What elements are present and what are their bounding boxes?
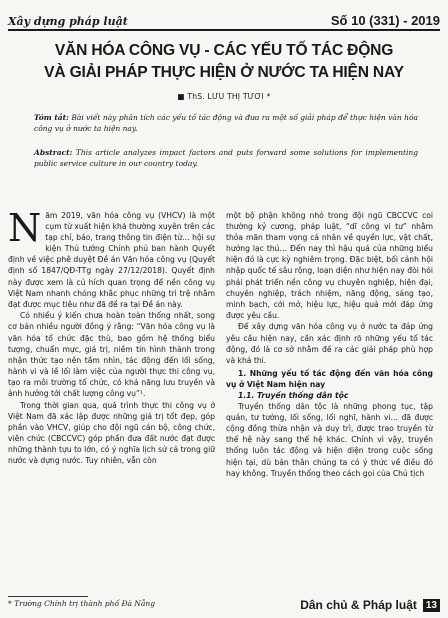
running-footer xyxy=(300,598,440,612)
abstract-en-text: This article analyzes impact factors and puts forward some solutions for implementing public service culture in our country today. xyxy=(34,148,418,168)
paragraph: Có nhiều ý kiến chưa hoàn toàn thống nhất, song cơ bản nhiều người đồng ý rằng: “Văn hóa công vụ là văn hóa tổ chức đặc thù, bao gồm hệ thống biểu tượng, chuẩn mực, giá trị, niềm tin hình thành trong nhận thức tạo nên tầm nhìn, tác động đến lối sống, hành vi và lề lối làm việc của người thực thi công vụ, tạo ra môi trường tổ chức, có khả năng lưu truyền và ảnh hưởng tới chất lượng công vụ”¹. xyxy=(8,311,215,398)
issue-number: Số 10 (331) - 2019 xyxy=(330,13,440,28)
page-number: 13 xyxy=(423,599,440,612)
footnote: * Trường Chính trị thành phố Đà Nẵng xyxy=(8,599,156,608)
author-byline: ■ ThS. LƯU THỊ TƯƠI * xyxy=(177,92,271,101)
drop-cap: N xyxy=(8,206,42,250)
paragraph: Năm 2019, văn hóa công vụ (VHCV) là một cụm từ xuất hiện khá thường xuyên trên các tạp chí, báo, trang thông tin điện tử… hội sự kiện Thủ tướng Chính phủ ban hành Quyết định về việc phê duyệt Đề án Văn hóa công vụ (Quyết định số 1847/QĐ-TTg ngày 27/12/2018). Quyết định này được xem là cú hích quan trọng để nền công vụ Việt Nam nhanh chóng khắc phục những trì trệ nhằm đạt được mục tiêu như đã đề ra tại Đề án này. xyxy=(8,206,215,309)
section-heading: 1. Những yếu tố tác động đến văn hóa công vụ ở Việt Nam hiện nay xyxy=(226,368,433,389)
abstract-vietnamese xyxy=(34,112,418,134)
paragraph: Trong thời gian qua, quá trình thực thi công vụ ở Việt Nam đã xác lập được những giá trị tốt đẹp, góp phần vào VHCV, giúp cho đội ngũ cán bộ, công chức, viên chức (CBCCVC) góp phần đưa đất nước đạt được những thành tựu to lớn, có ý nghĩa lịch sử cả trong giữ nước và dựng nước. Tuy nhiên, vẫn còn xyxy=(8,400,215,466)
paragraph: một bộ phận không nhỏ trong đội ngũ CBCCVC coi thường kỷ cương, pháp luật, “dĩ công vi tư” nhằm thỏa mãn tham vọng cá nhân về quyền lực, vật chất, hưởng lạc thú… Đến nay thì hậu quả của những biểu hiện đó là cực kỳ nghiêm trọng. Đặc biệt, bối cảnh hội nhập quốc tế sâu rộng, loạn diện như hiện nay đòi hỏi phải phát triển nền công vụ chuyên nghiệp, hiện đại, chuyên nghiệp, trách nhiệm, năng động, sáng tạo, minh bạch, cởi mở, hiệu lực, hiệu quả mới đáp ứng được yêu cầu. xyxy=(226,211,433,320)
title-line-1: VĂN HÓA CÔNG VỤ - CÁC YẾU TỐ TÁC ĐỘNG xyxy=(54,42,394,59)
abstract-vi-label: Tóm tắt: xyxy=(34,113,69,122)
header-rule xyxy=(8,29,440,31)
publication-name: Dân chủ & Pháp luật xyxy=(300,598,417,612)
section-label: Xây dựng pháp luật xyxy=(8,15,128,28)
footnote-rule xyxy=(8,596,88,597)
abstract-vi-text: Bài viết này phân tích các yếu tố tác động và đưa ra một số giải pháp để thực hiện văn hóa công vụ ở nước ta hiện nay. xyxy=(34,113,418,133)
running-header xyxy=(8,6,440,28)
body-column-right xyxy=(226,210,433,479)
paragraph: Truyền thống dân tộc là những phong tục, tập quán, tư tưởng, lối sống, lối nghĩ, hành vi… đã được cộng đồng thừa nhận và duy trì, được trao truyền từ thế hệ này sang thế hệ khác. Chính vì vậy, truyền thống luôn tác động và hiện diện trong cuộc sống hiện tại, dù bản thân chúng ta có ý thức về điều đó hay không. Truyền thống theo cách gọi của Chủ tịch xyxy=(226,402,433,478)
subsection-heading: 1.1. Truyền thống dân tộc xyxy=(238,391,349,400)
abstract-en-label: Abstract: xyxy=(34,148,73,157)
title-line-2: VÀ GIẢI PHÁP THỰC HIỆN Ở NƯỚC TA HIỆN NAY xyxy=(44,64,404,81)
article-title xyxy=(8,40,440,84)
abstract-english xyxy=(34,147,418,169)
paragraph: Để xây dựng văn hóa công vụ ở nước ta đáp ứng yêu cầu hiện nay, cần xác định rõ những yếu tố tác động, đó là cơ sở nhằm đề ra các giải pháp phù hợp và khả thi. xyxy=(226,322,433,365)
body-column-left xyxy=(8,206,215,467)
